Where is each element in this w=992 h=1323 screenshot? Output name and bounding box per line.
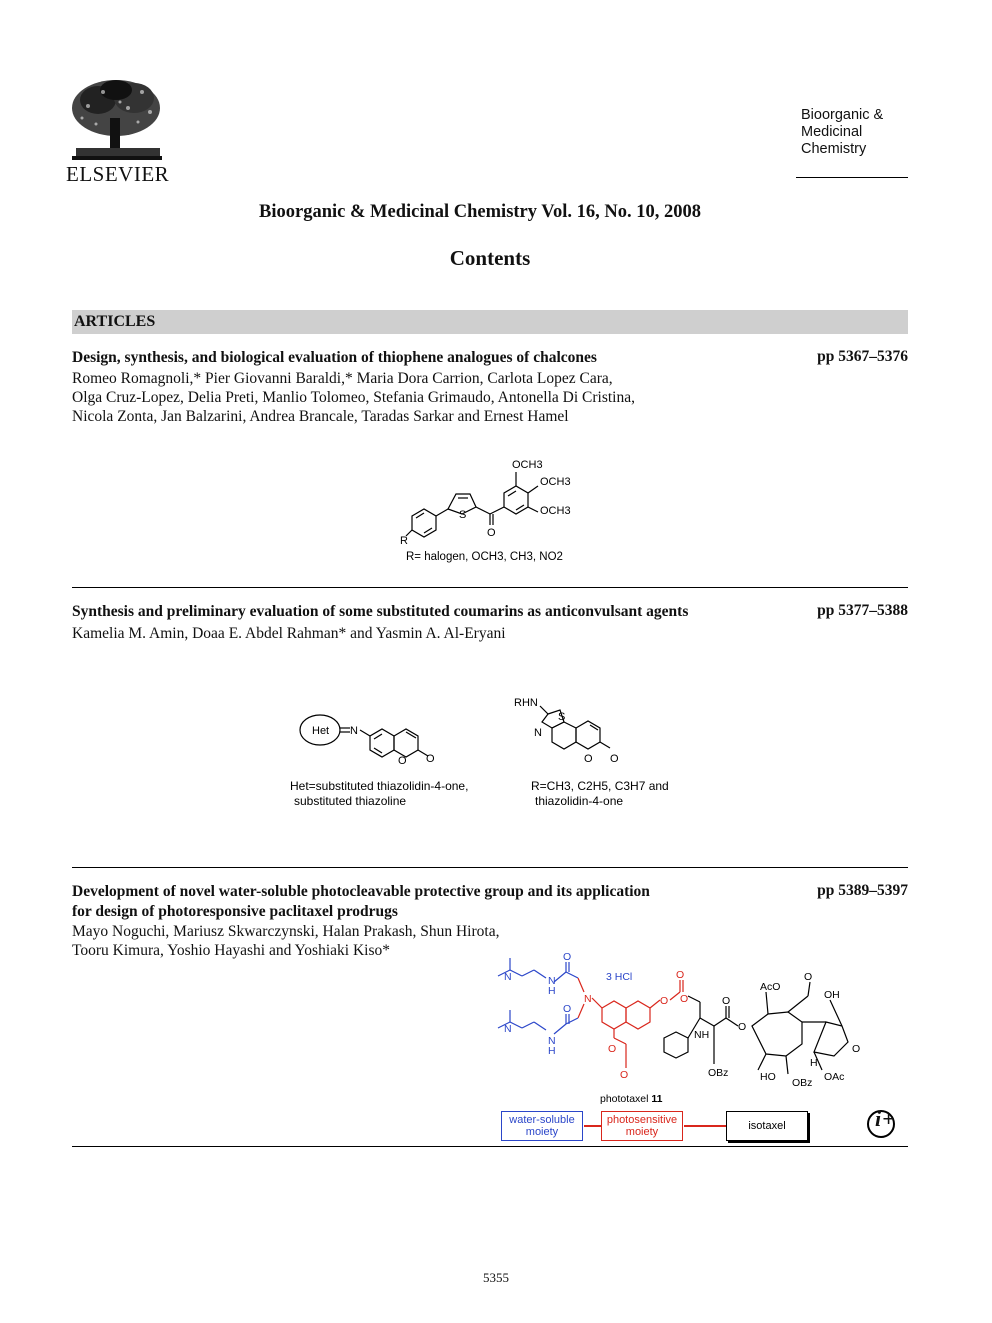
- author-line: Tooru Kimura, Yoshio Hayashi and Yoshiaki Kiso*: [72, 942, 390, 959]
- graphic-caption-line: substituted thiazoline: [294, 794, 407, 808]
- article-entry: [72, 602, 908, 643]
- article-entry: [72, 882, 908, 960]
- graphic-label: N: [548, 1035, 556, 1047]
- graphic-label: N: [534, 727, 542, 739]
- graphic-label: N: [584, 993, 592, 1005]
- graphic-label: O: [426, 753, 435, 765]
- isotaxel-box: [726, 1111, 808, 1141]
- article-title-line: Development of novel water-soluble photocleavable protective group and its application: [72, 883, 650, 900]
- graphic-label: O: [610, 753, 619, 765]
- graphic-label: OCH3: [540, 476, 571, 488]
- graphic-label: N: [504, 971, 512, 983]
- box-label: isotaxel: [748, 1120, 786, 1132]
- article-pages: pp 5367–5376: [817, 348, 908, 365]
- elsevier-tree-icon: [68, 78, 168, 162]
- graphic-label: O: [563, 952, 572, 963]
- graphic-label: O: [608, 1043, 617, 1055]
- article-authors: [72, 369, 908, 426]
- article-pages: pp 5377–5388: [817, 602, 908, 619]
- graphic-label: S: [459, 509, 467, 521]
- water-soluble-box: [501, 1111, 583, 1141]
- graphic-label: O: [738, 1021, 747, 1033]
- author-line: Mayo Noguchi, Mariusz Skwarczynski, Halan Prakash, Shun Hirota,: [72, 923, 500, 940]
- section-bar: [72, 310, 908, 334]
- graphic-label: OBz: [708, 1067, 729, 1079]
- journal-name-line: Chemistry: [801, 141, 867, 157]
- graphic-label: O: [584, 753, 593, 765]
- article-pages: pp 5389–5397: [817, 882, 908, 899]
- elsevier-wordmark: ELSEVIER: [66, 162, 170, 186]
- box-line: water-soluble: [509, 1114, 575, 1126]
- author-line: Olga Cruz-Lopez, Delia Preti, Manlio Tolomeo, Stefania Grimaudo, Antonella Di Cristina,: [72, 389, 635, 406]
- graphical-abstract-coumarins: [290, 692, 710, 814]
- connector-line: [684, 1125, 726, 1127]
- compound-name: phototaxel: [600, 1093, 649, 1104]
- article-divider: [72, 1146, 908, 1147]
- article-title-line: for design of photoresponsive paclitaxel prodrugs: [72, 903, 398, 920]
- graphic-label: OH: [824, 989, 840, 1001]
- article-authors: [72, 624, 908, 643]
- graphic-label: O: [660, 995, 669, 1007]
- graphic-label: AcO: [760, 981, 781, 993]
- graphic-label: Het: [312, 725, 330, 737]
- graphic-label: R: [400, 535, 408, 547]
- graphic-label: OBz: [792, 1077, 813, 1089]
- author-line: Kamelia M. Amin, Doaa E. Abdel Rahman* and Yasmin A. Al-Eryani: [72, 625, 506, 642]
- graphic-label: O: [563, 1003, 572, 1015]
- graphic-label: H: [548, 1045, 556, 1057]
- journal-title: Bioorganic & Medicinal Chemistry Vol. 16, No. 10, 2008: [259, 202, 701, 222]
- contents-heading: Contents: [449, 246, 531, 270]
- page-number: 5355: [483, 1270, 509, 1285]
- graphic-label: H: [548, 985, 556, 997]
- article-entry: [72, 348, 908, 426]
- graphic-label: OAc: [824, 1071, 845, 1083]
- article-divider: [72, 867, 908, 868]
- graphical-abstract-phototaxel: [488, 952, 878, 1104]
- graphic-label: OCH3: [540, 505, 571, 517]
- compound-label: [600, 1093, 663, 1104]
- elsevier-logo: [68, 78, 168, 188]
- graphic-label: H: [810, 1057, 818, 1069]
- graphic-caption-line: thiazolidin-4-one: [535, 794, 624, 808]
- article-title[interactable]: Synthesis and preliminary evaluation of some substituted coumarins as anticonvulsant agents: [72, 603, 689, 620]
- graphic-label: OCH3: [512, 459, 543, 471]
- box-line: photosensitive: [606, 1114, 678, 1126]
- graphic-label: O: [620, 1069, 629, 1081]
- graphical-abstract-chalcone: [400, 452, 600, 564]
- graphic-label: RHN: [514, 697, 538, 709]
- section-label: ARTICLES: [74, 313, 156, 330]
- graphic-label: 3 HCl: [606, 971, 633, 983]
- graphic-label: NH: [694, 1029, 710, 1041]
- author-line: Romeo Romagnoli,* Pier Giovanni Baraldi,* Maria Dora Carrion, Carlota Lopez Cara,: [72, 370, 613, 387]
- connector-line: [584, 1125, 601, 1127]
- article-title[interactable]: [72, 882, 908, 922]
- info-icon-glyph: i+: [875, 1106, 896, 1131]
- graphic-label: N: [350, 725, 358, 737]
- graphic-caption-line: R=CH3, C2H5, C3H7 and: [531, 779, 669, 793]
- journal-name-line: Bioorganic &: [801, 107, 884, 123]
- graphic-label: O: [398, 755, 407, 767]
- graphic-label: O: [804, 971, 813, 983]
- box-line: moiety: [625, 1126, 659, 1138]
- photosensitive-box: [601, 1111, 683, 1141]
- graphic-caption-line: Het=substituted thiazolidin-4-one,: [290, 779, 469, 793]
- graphic-label: O: [487, 527, 496, 539]
- author-line: Nicola Zonta, Jan Balzarini, Andrea Brancale, Taradas Sarkar and Ernest Hamel: [72, 408, 569, 425]
- graphic-label: O: [676, 969, 685, 981]
- graphic-label: S: [558, 711, 566, 723]
- graphic-label: O: [722, 995, 731, 1007]
- article-divider: [72, 587, 908, 588]
- graphic-label: O: [680, 993, 689, 1005]
- journal-name: [801, 107, 883, 158]
- graphic-label: O: [852, 1043, 861, 1055]
- box-line: moiety: [525, 1126, 559, 1138]
- article-title[interactable]: Design, synthesis, and biological evaluation of thiophene analogues of chalcones: [72, 349, 597, 366]
- compound-number: 11: [651, 1093, 663, 1104]
- journal-name-rule: [796, 177, 908, 178]
- graphic-label: HO: [760, 1071, 776, 1083]
- info-plus-icon[interactable]: [866, 1106, 908, 1140]
- graphic-caption: R= halogen, OCH3, CH3, NO2: [406, 551, 563, 563]
- journal-name-line: Medicinal: [801, 124, 863, 140]
- graphic-label: N: [548, 975, 556, 987]
- graphic-label: N: [504, 1023, 512, 1035]
